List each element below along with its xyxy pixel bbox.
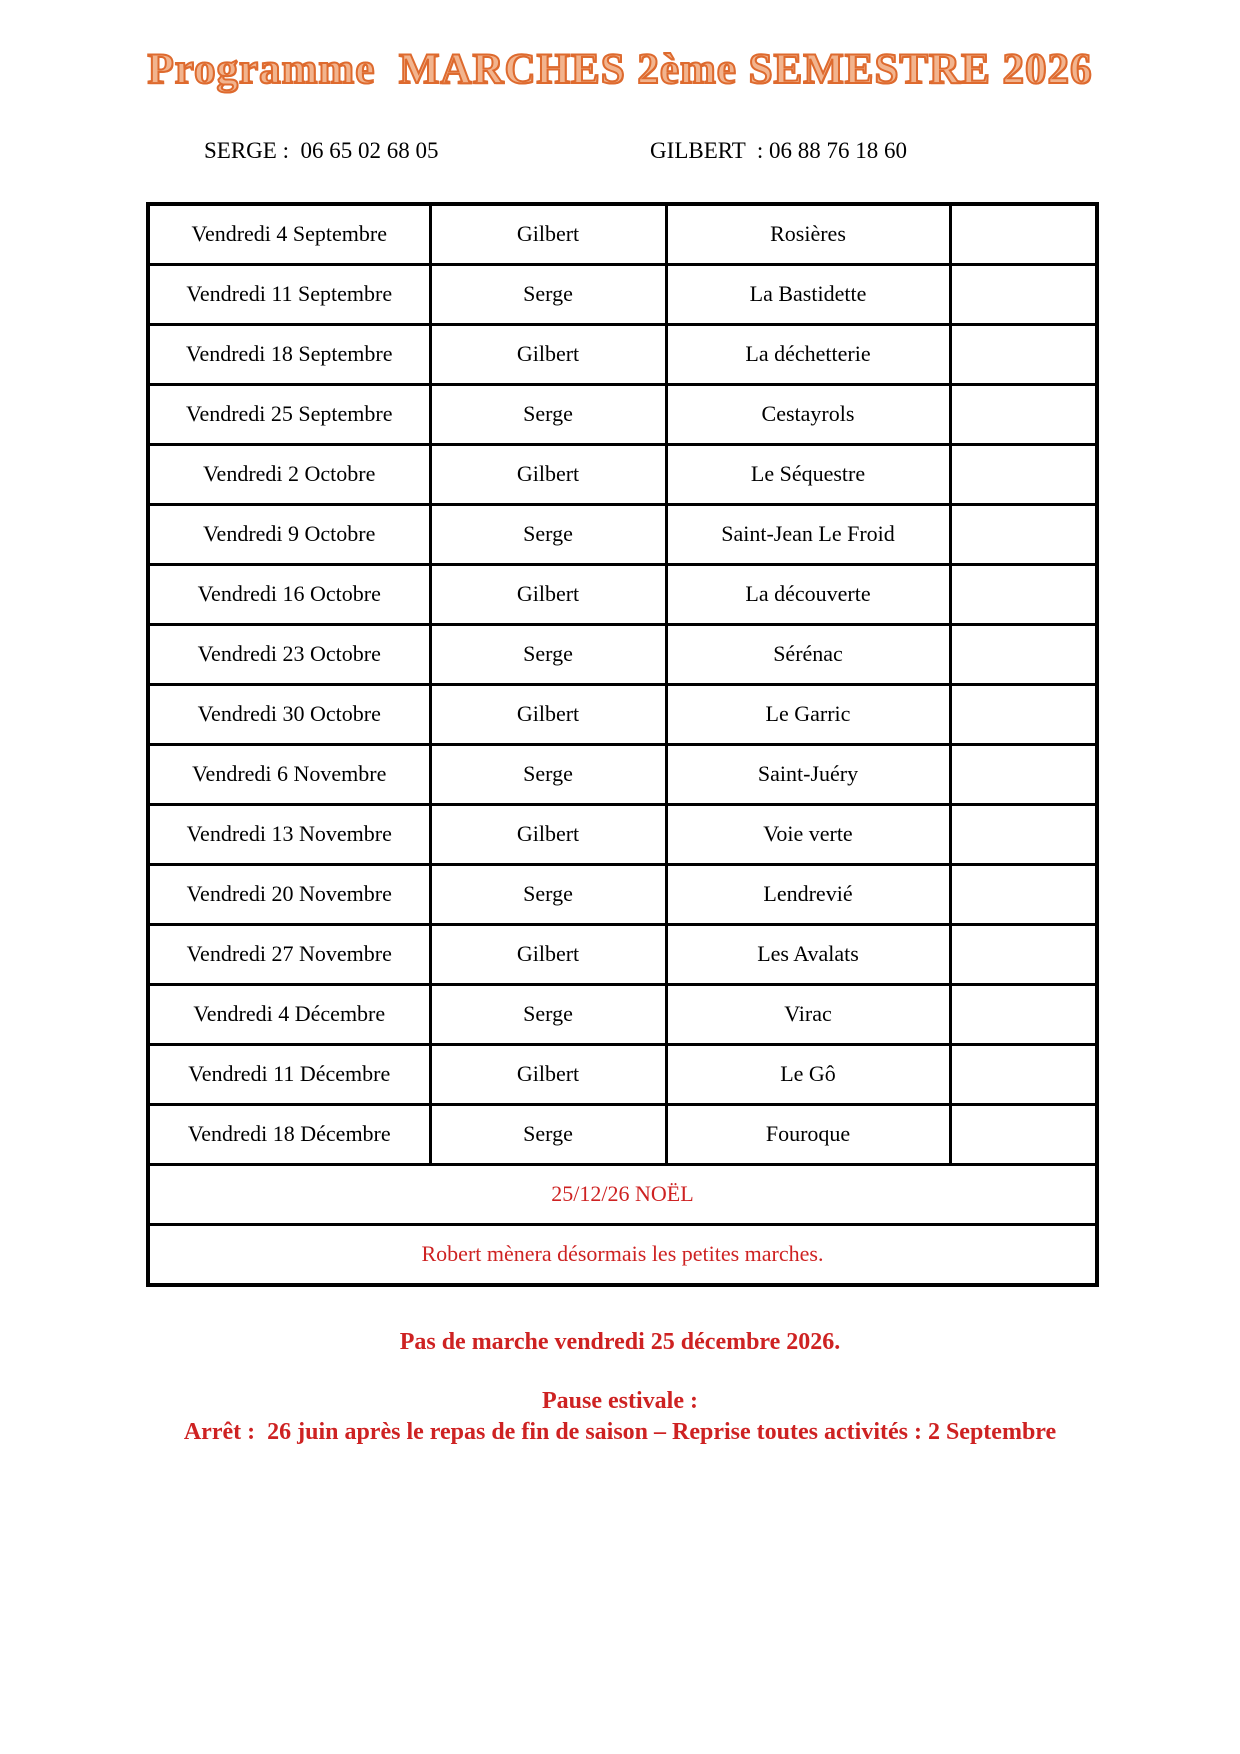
noel-cell: 25/12/26 NOËL bbox=[148, 1164, 1097, 1224]
leader-cell: Serge bbox=[430, 744, 666, 804]
note-cell bbox=[950, 384, 1097, 444]
noel-row bbox=[148, 1164, 1097, 1224]
place-cell: Le Séquestre bbox=[666, 444, 950, 504]
date-cell: Vendredi 20 Novembre bbox=[148, 864, 430, 924]
date-cell: Vendredi 11 Décembre bbox=[148, 1044, 430, 1104]
date-cell: Vendredi 18 Septembre bbox=[148, 324, 430, 384]
note-cell bbox=[950, 444, 1097, 504]
table-row bbox=[148, 444, 1097, 504]
table-row bbox=[148, 264, 1097, 324]
table-row bbox=[148, 324, 1097, 384]
no-walk-notice: Pas de marche vendredi 25 décembre 2026. bbox=[399, 1328, 841, 1355]
schedule-table-body bbox=[148, 204, 1097, 1165]
summer-pause-title: Pause estivale : bbox=[542, 1387, 698, 1414]
table-row bbox=[148, 1044, 1097, 1104]
date-cell: Vendredi 2 Octobre bbox=[148, 444, 430, 504]
table-row bbox=[148, 684, 1097, 744]
robert-note-cell: Robert mènera désormais les petites marches. bbox=[148, 1224, 1097, 1285]
place-cell: Rosières bbox=[666, 204, 950, 265]
note-cell bbox=[950, 924, 1097, 984]
note-cell bbox=[950, 684, 1097, 744]
leader-cell: Gilbert bbox=[430, 684, 666, 744]
table-row bbox=[148, 984, 1097, 1044]
place-cell: Le Gô bbox=[666, 1044, 950, 1104]
note-cell bbox=[950, 624, 1097, 684]
note-cell bbox=[950, 564, 1097, 624]
place-cell: Fouroque bbox=[666, 1104, 950, 1164]
date-cell: Vendredi 25 Septembre bbox=[148, 384, 430, 444]
table-row bbox=[148, 804, 1097, 864]
note-cell bbox=[950, 264, 1097, 324]
serge-phone-contact: SERGE : 06 65 02 68 05 bbox=[204, 137, 439, 163]
note-cell bbox=[950, 504, 1097, 564]
table-row bbox=[148, 1104, 1097, 1164]
leader-cell: Serge bbox=[430, 384, 666, 444]
date-cell: Vendredi 23 Octobre bbox=[148, 624, 430, 684]
leader-cell: Gilbert bbox=[430, 204, 666, 265]
contacts-line bbox=[146, 138, 1095, 164]
date-cell: Vendredi 27 Novembre bbox=[148, 924, 430, 984]
place-cell: Voie verte bbox=[666, 804, 950, 864]
place-cell: Le Garric bbox=[666, 684, 950, 744]
note-cell bbox=[950, 744, 1097, 804]
place-cell: La déchetterie bbox=[666, 324, 950, 384]
leader-cell: Gilbert bbox=[430, 564, 666, 624]
table-row bbox=[148, 204, 1097, 265]
date-cell: Vendredi 4 Décembre bbox=[148, 984, 430, 1044]
place-cell: La découverte bbox=[666, 564, 950, 624]
place-cell: La Bastidette bbox=[666, 264, 950, 324]
summer-pause-detail: Arrêt : 26 juin après le repas de fin de saison – Reprise toutes activités : 2 Septembre bbox=[183, 1418, 1057, 1445]
note-cell bbox=[950, 864, 1097, 924]
place-cell: Lendrevié bbox=[666, 864, 950, 924]
robert-note-row bbox=[148, 1224, 1097, 1285]
place-cell: Les Avalats bbox=[666, 924, 950, 984]
place-cell: Saint-Jean Le Froid bbox=[666, 504, 950, 564]
leader-cell: Gilbert bbox=[430, 324, 666, 384]
note-cell bbox=[950, 984, 1097, 1044]
note-cell bbox=[950, 324, 1097, 384]
leader-cell: Gilbert bbox=[430, 444, 666, 504]
date-cell: Vendredi 4 Septembre bbox=[148, 204, 430, 265]
date-cell: Vendredi 18 Décembre bbox=[148, 1104, 430, 1164]
date-cell: Vendredi 9 Octobre bbox=[148, 504, 430, 564]
leader-cell: Serge bbox=[430, 984, 666, 1044]
place-cell: Saint-Juéry bbox=[666, 744, 950, 804]
table-row bbox=[148, 504, 1097, 564]
note-cell bbox=[950, 204, 1097, 265]
document-title: Programme MARCHES 2ème SEMESTRE 2026 bbox=[147, 46, 1093, 93]
leader-cell: Serge bbox=[430, 264, 666, 324]
leader-cell: Gilbert bbox=[430, 1044, 666, 1104]
date-cell: Vendredi 16 Octobre bbox=[148, 564, 430, 624]
table-row bbox=[148, 564, 1097, 624]
table-row bbox=[148, 744, 1097, 804]
gilbert-phone-contact: GILBERT : 06 88 76 18 60 bbox=[650, 137, 907, 163]
leader-cell: Serge bbox=[430, 864, 666, 924]
place-cell: Sérénac bbox=[666, 624, 950, 684]
walks-schedule-table bbox=[146, 202, 1099, 1287]
leader-cell: Serge bbox=[430, 624, 666, 684]
table-row bbox=[148, 624, 1097, 684]
place-cell: Cestayrols bbox=[666, 384, 950, 444]
date-cell: Vendredi 11 Septembre bbox=[148, 264, 430, 324]
date-cell: Vendredi 13 Novembre bbox=[148, 804, 430, 864]
note-cell bbox=[950, 804, 1097, 864]
table-row bbox=[148, 924, 1097, 984]
table-row bbox=[148, 864, 1097, 924]
date-cell: Vendredi 30 Octobre bbox=[148, 684, 430, 744]
leader-cell: Serge bbox=[430, 504, 666, 564]
leader-cell: Serge bbox=[430, 1104, 666, 1164]
note-cell bbox=[950, 1044, 1097, 1104]
leader-cell: Gilbert bbox=[430, 804, 666, 864]
date-cell: Vendredi 6 Novembre bbox=[148, 744, 430, 804]
place-cell: Virac bbox=[666, 984, 950, 1044]
note-cell bbox=[950, 1104, 1097, 1164]
leader-cell: Gilbert bbox=[430, 924, 666, 984]
table-row bbox=[148, 384, 1097, 444]
